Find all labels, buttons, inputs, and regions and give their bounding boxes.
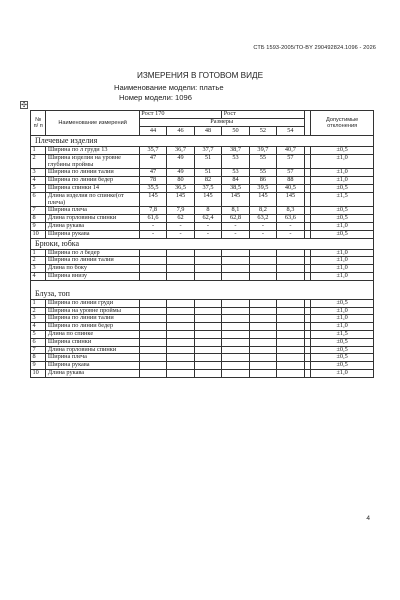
- deviation-value: ±0,5: [311, 299, 374, 307]
- size-value: [167, 362, 194, 370]
- size-value: 61,6: [139, 215, 166, 223]
- size-value: [277, 272, 305, 280]
- size-value: 49: [167, 154, 194, 169]
- measurement-name: Длина горловины спинки: [46, 215, 139, 223]
- header-measurement-name: Наименование измерений: [46, 111, 139, 136]
- size-value: -: [194, 230, 222, 238]
- table-row: [31, 154, 374, 169]
- spacer-cell: [304, 354, 311, 362]
- size-value: [167, 330, 194, 338]
- measurement-name: Ширина по л бедер: [46, 249, 139, 257]
- size-value: [222, 307, 249, 315]
- size-value: [222, 257, 249, 265]
- size-value: [277, 315, 305, 323]
- size-value: [277, 338, 305, 346]
- measurement-name: Длина рукава: [46, 222, 139, 230]
- size-value: 145: [194, 192, 222, 207]
- size-value: [139, 272, 166, 280]
- size-value: 84: [222, 177, 249, 185]
- row-number: 4: [31, 323, 46, 331]
- spacer-cell: [304, 147, 311, 155]
- measurement-name: Длина рукава: [46, 369, 139, 377]
- size-value: 82: [194, 177, 222, 185]
- size-value: [194, 323, 222, 331]
- spacer-cell: [304, 315, 311, 323]
- spacer-cell: [304, 330, 311, 338]
- spacer-cell: [304, 184, 311, 192]
- size-value: [277, 265, 305, 273]
- size-value: [167, 249, 194, 257]
- header-size: 44: [139, 127, 166, 136]
- header-rost: Рост: [222, 111, 304, 119]
- spacer-cell: [304, 215, 311, 223]
- size-value: -: [222, 230, 249, 238]
- size-value: [249, 362, 276, 370]
- measurement-name: Ширина плеча: [46, 354, 139, 362]
- row-number: 10: [31, 230, 46, 238]
- row-number: 7: [31, 346, 46, 354]
- size-value: [277, 307, 305, 315]
- measurement-name: Ширина внизу: [46, 272, 139, 280]
- size-value: [249, 257, 276, 265]
- spacer-cell: [304, 207, 311, 215]
- table-move-handle-icon[interactable]: ✣: [21, 101, 27, 109]
- measurement-name: Ширина изделия на уровне глубины проймы: [46, 154, 139, 169]
- size-value: [139, 299, 166, 307]
- size-value: -: [139, 230, 166, 238]
- row-number: 1: [31, 147, 46, 155]
- size-value: [139, 323, 166, 331]
- row-number: 3: [31, 315, 46, 323]
- size-value: 145: [249, 192, 276, 207]
- size-value: -: [139, 222, 166, 230]
- size-value: 51: [194, 154, 222, 169]
- size-value: 36,5: [167, 184, 194, 192]
- header-deviation: Допустимые отклонения: [311, 111, 374, 136]
- size-value: 55: [249, 154, 276, 169]
- deviation-value: ±1,0: [311, 222, 374, 230]
- section-header-row: [31, 238, 374, 249]
- size-value: 36,7: [167, 147, 194, 155]
- header-number: № п/ п: [31, 111, 46, 136]
- header-size: 54: [277, 127, 305, 136]
- model-name: Наименование модели: платье: [114, 83, 224, 92]
- deviation-value: ±1,0: [311, 265, 374, 273]
- size-value: 35,5: [139, 184, 166, 192]
- row-number: 9: [31, 222, 46, 230]
- deviation-value: ±1,0: [311, 369, 374, 377]
- size-value: [222, 362, 249, 370]
- size-value: 37,5: [194, 184, 222, 192]
- spacer-cell: [304, 323, 311, 331]
- size-value: [194, 338, 222, 346]
- size-value: 37,7: [194, 147, 222, 155]
- size-value: [167, 346, 194, 354]
- deviation-value: ±1,0: [311, 323, 374, 331]
- row-number: 5: [31, 184, 46, 192]
- size-value: [277, 323, 305, 331]
- size-value: -: [167, 222, 194, 230]
- measurement-name: Ширина на уровне проймы: [46, 307, 139, 315]
- size-value: -: [277, 230, 305, 238]
- size-value: [194, 354, 222, 362]
- size-value: 53: [222, 154, 249, 169]
- size-value: [139, 249, 166, 257]
- size-value: 49: [167, 169, 194, 177]
- size-value: [249, 307, 276, 315]
- size-value: [222, 315, 249, 323]
- section-header-row: [31, 280, 374, 299]
- deviation-value: ±1,0: [311, 154, 374, 169]
- size-value: [222, 369, 249, 377]
- size-value: [222, 265, 249, 273]
- measurement-name: Ширина по линии бедер: [46, 323, 139, 331]
- size-value: [139, 257, 166, 265]
- row-number: 7: [31, 207, 46, 215]
- size-value: 78: [139, 177, 166, 185]
- size-value: [222, 354, 249, 362]
- spacer-cell: [304, 362, 311, 370]
- size-value: [277, 330, 305, 338]
- size-value: -: [277, 222, 305, 230]
- row-number: 3: [31, 265, 46, 273]
- deviation-value: ±1,0: [311, 272, 374, 280]
- measurement-name: Ширина рукава: [46, 362, 139, 370]
- size-value: 40,7: [277, 147, 305, 155]
- row-number: 9: [31, 362, 46, 370]
- table-row: [31, 230, 374, 238]
- size-value: [222, 299, 249, 307]
- measurement-name: Ширина по линии груди: [46, 299, 139, 307]
- size-value: [222, 346, 249, 354]
- size-value: [194, 272, 222, 280]
- row-number: 6: [31, 338, 46, 346]
- size-value: 63,2: [249, 215, 276, 223]
- deviation-value: ±1,0: [311, 177, 374, 185]
- row-number: 3: [31, 169, 46, 177]
- document-code: СТБ 1593-2005/ТО-BY 290492824.1096 - 2026: [253, 45, 376, 51]
- page-title: ИЗМЕРЕНИЯ В ГОТОВОМ ВИДЕ: [136, 71, 264, 80]
- size-value: 63,6: [277, 215, 305, 223]
- size-value: [277, 369, 305, 377]
- table-row: [31, 192, 374, 207]
- size-value: [167, 272, 194, 280]
- header-size: 50: [222, 127, 249, 136]
- deviation-value: ±0,5: [311, 215, 374, 223]
- size-value: [249, 265, 276, 273]
- size-value: [139, 369, 166, 377]
- size-value: 80: [167, 177, 194, 185]
- size-value: [277, 362, 305, 370]
- deviation-value: ±1,0: [311, 169, 374, 177]
- size-value: [167, 299, 194, 307]
- measurement-name: Ширина по линии талии: [46, 257, 139, 265]
- size-value: [277, 346, 305, 354]
- size-value: -: [249, 230, 276, 238]
- size-value: [249, 338, 276, 346]
- spacer-cell: [304, 249, 311, 257]
- spacer-cell: [304, 177, 311, 185]
- size-value: [249, 249, 276, 257]
- size-value: 86: [249, 177, 276, 185]
- size-value: [194, 346, 222, 354]
- row-number: 4: [31, 272, 46, 280]
- row-number: 1: [31, 299, 46, 307]
- row-number: 6: [31, 192, 46, 207]
- size-value: [194, 257, 222, 265]
- deviation-value: ±0,5: [311, 346, 374, 354]
- measurements-table: [30, 110, 374, 378]
- measurement-name: Ширина по линии бедер: [46, 177, 139, 185]
- size-value: [222, 338, 249, 346]
- size-value: 47: [139, 154, 166, 169]
- deviation-value: ±1,0: [311, 257, 374, 265]
- deviation-value: ±0,5: [311, 354, 374, 362]
- size-value: -: [222, 222, 249, 230]
- measurement-name: Ширина по линии талии: [46, 169, 139, 177]
- deviation-value: ±0,5: [311, 147, 374, 155]
- size-value: 51: [194, 169, 222, 177]
- size-value: [249, 272, 276, 280]
- size-value: [139, 346, 166, 354]
- size-value: [139, 330, 166, 338]
- spacer-cell: [304, 307, 311, 315]
- table-row: [31, 338, 374, 346]
- size-value: 145: [222, 192, 249, 207]
- measurement-name: Длина изделия по спинке(от плеча): [46, 192, 139, 207]
- size-value: [222, 330, 249, 338]
- size-value: [194, 249, 222, 257]
- size-value: [249, 354, 276, 362]
- size-value: [167, 354, 194, 362]
- deviation-value: ±1,5: [311, 192, 374, 207]
- model-number: Номер модели: 1096: [119, 93, 192, 102]
- deviation-value: ±1,5: [311, 330, 374, 338]
- row-number: 2: [31, 307, 46, 315]
- deviation-value: ±1,0: [311, 249, 374, 257]
- size-value: 8,2: [249, 207, 276, 215]
- row-number: 8: [31, 215, 46, 223]
- size-value: [249, 315, 276, 323]
- size-value: [194, 362, 222, 370]
- size-value: 53: [222, 169, 249, 177]
- size-value: [194, 307, 222, 315]
- size-value: 8,1: [222, 207, 249, 215]
- size-value: 40,5: [277, 184, 305, 192]
- measurement-name: Длина горловины спинки: [46, 346, 139, 354]
- size-value: [167, 315, 194, 323]
- header-spacer: [304, 111, 311, 136]
- size-value: [167, 369, 194, 377]
- deviation-value: ±0,5: [311, 338, 374, 346]
- size-value: [222, 272, 249, 280]
- deviation-value: ±0,5: [311, 207, 374, 215]
- size-value: [139, 315, 166, 323]
- size-value: [167, 307, 194, 315]
- size-value: 38,7: [222, 147, 249, 155]
- size-value: [194, 265, 222, 273]
- size-value: [139, 265, 166, 273]
- measurement-name: Ширина плеча: [46, 207, 139, 215]
- size-value: [167, 338, 194, 346]
- size-value: 39,7: [249, 147, 276, 155]
- table-row: [31, 272, 374, 280]
- row-number: 2: [31, 257, 46, 265]
- spacer-cell: [304, 154, 311, 169]
- size-value: 145: [277, 192, 305, 207]
- row-number: 1: [31, 249, 46, 257]
- size-value: [249, 323, 276, 331]
- spacer-cell: [304, 338, 311, 346]
- spacer-cell: [304, 192, 311, 207]
- header-sizes: Размеры: [139, 119, 304, 127]
- measurement-name: Ширина по линии талии: [46, 315, 139, 323]
- deviation-value: ±0,5: [311, 362, 374, 370]
- measurement-name: Ширина по л груди 13: [46, 147, 139, 155]
- row-number: 5: [31, 330, 46, 338]
- size-value: [222, 249, 249, 257]
- deviation-value: ±0,5: [311, 184, 374, 192]
- size-value: [194, 369, 222, 377]
- section-title: Плечевые изделия: [31, 136, 374, 147]
- measurement-name: Длина по боку: [46, 265, 139, 273]
- size-value: 35,7: [139, 147, 166, 155]
- size-value: [277, 257, 305, 265]
- measurement-name: Ширина спинки: [46, 338, 139, 346]
- deviation-value: ±1,0: [311, 307, 374, 315]
- measurement-name: Длина по спинке: [46, 330, 139, 338]
- spacer-cell: [304, 346, 311, 354]
- row-number: 2: [31, 154, 46, 169]
- size-value: [277, 299, 305, 307]
- size-value: [249, 369, 276, 377]
- spacer-cell: [304, 369, 311, 377]
- size-value: 38,5: [222, 184, 249, 192]
- size-value: 55: [249, 169, 276, 177]
- spacer-cell: [304, 230, 311, 238]
- row-number: 4: [31, 177, 46, 185]
- size-value: [249, 299, 276, 307]
- size-value: [194, 330, 222, 338]
- size-value: 145: [167, 192, 194, 207]
- size-value: 7,8: [139, 207, 166, 215]
- size-value: [194, 315, 222, 323]
- table-row: [31, 299, 374, 307]
- size-value: [167, 323, 194, 331]
- size-value: [167, 257, 194, 265]
- size-value: 57: [277, 169, 305, 177]
- size-value: 145: [139, 192, 166, 207]
- size-value: 62,8: [222, 215, 249, 223]
- header-size: 46: [167, 127, 194, 136]
- section-header-row: [31, 136, 374, 147]
- size-value: -: [194, 222, 222, 230]
- size-value: [249, 330, 276, 338]
- header-rost-170: Рост 170: [139, 111, 221, 119]
- spacer-cell: [304, 272, 311, 280]
- spacer-cell: [304, 257, 311, 265]
- size-value: 7,9: [167, 207, 194, 215]
- size-value: [222, 323, 249, 331]
- header-size: 52: [249, 127, 276, 136]
- section-title: Брюки, юбка: [31, 238, 374, 249]
- size-value: [249, 346, 276, 354]
- size-value: 88: [277, 177, 305, 185]
- size-value: 62: [167, 215, 194, 223]
- size-value: [139, 362, 166, 370]
- size-value: 62,4: [194, 215, 222, 223]
- spacer-cell: [304, 265, 311, 273]
- spacer-cell: [304, 299, 311, 307]
- page-number: 4: [366, 515, 370, 522]
- measurement-name: Ширина рукава: [46, 230, 139, 238]
- row-number: 8: [31, 354, 46, 362]
- deviation-value: ±0,5: [311, 230, 374, 238]
- header-size: 48: [194, 127, 222, 136]
- size-value: [167, 265, 194, 273]
- section-title: Блуза, топ: [31, 280, 374, 299]
- measurement-name: Ширина спинки 14: [46, 184, 139, 192]
- deviation-value: ±1,0: [311, 315, 374, 323]
- size-value: [139, 354, 166, 362]
- size-value: -: [167, 230, 194, 238]
- size-value: -: [249, 222, 276, 230]
- spacer-cell: [304, 222, 311, 230]
- size-value: 39,5: [249, 184, 276, 192]
- size-value: [139, 307, 166, 315]
- size-value: 8,3: [277, 207, 305, 215]
- size-value: [277, 354, 305, 362]
- size-value: [277, 249, 305, 257]
- size-value: [194, 299, 222, 307]
- size-value: 8: [194, 207, 222, 215]
- spacer-cell: [304, 169, 311, 177]
- size-value: 57: [277, 154, 305, 169]
- row-number: 10: [31, 369, 46, 377]
- size-value: 47: [139, 169, 166, 177]
- size-value: [139, 338, 166, 346]
- table-row: [31, 369, 374, 377]
